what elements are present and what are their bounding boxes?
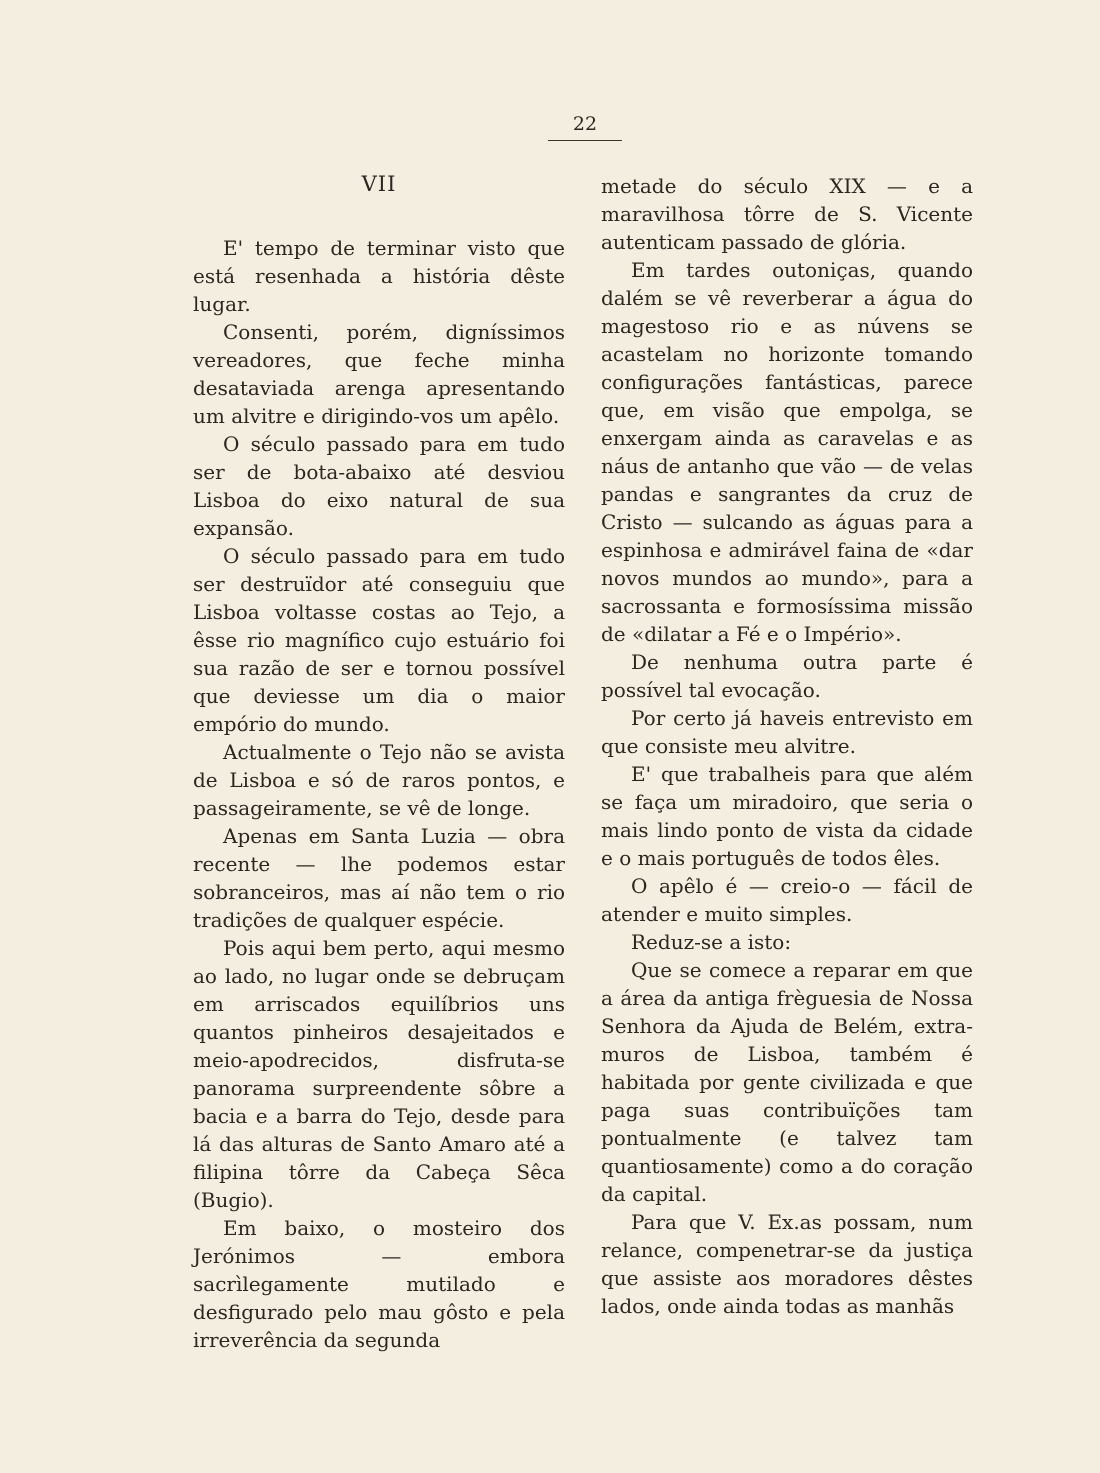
page-number: 22 bbox=[572, 113, 598, 135]
paragraph: Consenti, porém, digníssimos vereadores, que feche minha desataviada arenga apresentando um alvitre e dirigindo-vos um apêlo. bbox=[193, 320, 565, 428]
paragraph: Actualmente o Tejo não se avista de Lisboa e só de raros pontos, e passageiramente, se vê de longe. bbox=[193, 740, 565, 820]
paragraph: Pois aqui bem perto, aqui mesmo ao lado, no lugar onde se debruçam em arriscados equilíbrios uns quantos pinheiros desajeitados e meio-apodrecidos, disfruta-se panorama surpreendente sôbre a bacia e a barra do Tejo, desde para lá das alturas de Santo Amaro até a filipina tôrre da Cabeça Sêca (Bugio). bbox=[193, 936, 565, 1212]
paragraph: Apenas em Santa Luzia — obra recente — lhe podemos estar sobranceiros, mas aí não tem o rio tradições de qualquer espécie. bbox=[193, 824, 565, 932]
page-number-rule bbox=[548, 140, 622, 141]
paragraph: Para que V. Ex.as possam, num relance, compenetrar-se da justiça que assiste aos moradores dêstes lados, onde ainda todas as manhãs bbox=[601, 1210, 973, 1318]
paragraph: Em baixo, o mosteiro dos Jerónimos — embora sacrìlegamente mutilado e desfigurado pelo mau gôsto e pela irreverência da segunda bbox=[193, 1216, 565, 1352]
paragraph: O século passado para em tudo ser de bota-abaixo até desviou Lisboa do eixo natural de sua expansão. bbox=[193, 432, 565, 540]
right-column bbox=[601, 172, 973, 1320]
paragraph: De nenhuma outra parte é possível tal evocação. bbox=[601, 650, 973, 702]
paragraph: Que se comece a reparar em que a área da antiga frèguesia de Nossa Senhora da Ajuda de Belém, extra-muros de Lisboa, também é habitada por gente civilizada e que paga suas contribuïções tam pontualmente (e talvez tam quantiosamente) como a do coração da capital. bbox=[601, 958, 973, 1206]
left-column bbox=[193, 170, 565, 1354]
paragraph: O apêlo é — creio-o — fácil de atender e muito simples. bbox=[601, 874, 973, 926]
paragraph: E' que trabalheis para que além se faça um miradoiro, que seria o mais lindo ponto de vista da cidade e o mais português de todos êles. bbox=[601, 762, 973, 870]
paragraph: Por certo já haveis entrevisto em que consiste meu alvitre. bbox=[601, 706, 973, 758]
paragraph: E' tempo de terminar visto que está resenhada a história dêste lugar. bbox=[193, 236, 565, 316]
paragraph: Em tardes outoniças, quando dalém se vê reverberar a água do magestoso rio e as núvens se acastelam no horizonte tomando configurações fantásticas, parece que, em visão que empolga, se enxergam ainda as caravelas e as náus de antanho que vão — de velas pandas e sangrantes da cruz de Cristo — sulcando as águas para a espinhosa e admirável faina de «dar novos mundos ao mundo», para a sacrossanta e formosíssima missão de «dilatar a Fé e o Império». bbox=[601, 258, 973, 646]
section-heading: VII bbox=[361, 172, 397, 196]
paragraph: O século passado para em tudo ser destruïdor até conseguiu que Lisboa voltasse costas ao Tejo, a êsse rio magnífico cujo estuário foi sua razão de ser e tornou possível que deviesse um dia o maior empório do mundo. bbox=[193, 544, 565, 736]
paragraph-continued: metade do século XIX — e a maravilhosa tôrre de S. Vicente autenticam passado de glória. bbox=[601, 174, 973, 254]
paragraph: Reduz-se a isto: bbox=[631, 930, 792, 954]
